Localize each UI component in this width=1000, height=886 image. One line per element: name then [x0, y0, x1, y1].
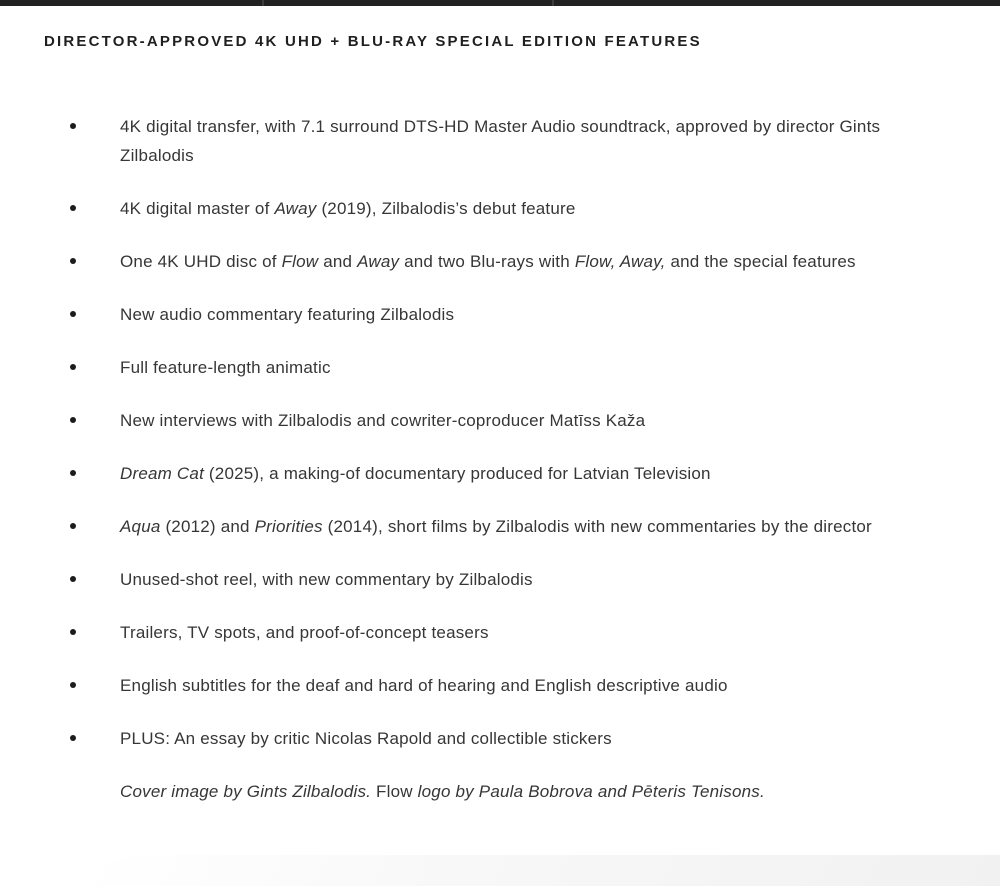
italic-text-run: Flow	[281, 252, 319, 271]
text-run: PLUS: An essay by critic Nicolas Rapold and collectible stickers	[120, 729, 612, 748]
italic-text-run: Aqua	[120, 517, 161, 536]
text-run: New interviews with Zilbalodis and cowriter-coproducer Matīss Kaža	[120, 411, 646, 430]
bullet-dot	[70, 258, 76, 264]
section-heading: DIRECTOR-APPROVED 4K UHD + BLU-RAY SPECIAL EDITION FEATURES	[44, 33, 702, 50]
feature-item	[44, 459, 889, 488]
text-run: Full feature-length animatic	[120, 358, 331, 377]
bullet-dot	[70, 523, 76, 529]
bullet-dot	[70, 576, 76, 582]
bullet-dot	[70, 470, 76, 476]
feature-item	[44, 618, 889, 647]
italic-text-run: Flow, Away,	[574, 252, 666, 271]
text-run: 4K digital transfer, with 7.1 surround DTS-HD Master Audio soundtrack, approved by director Gints Zilbalodis	[120, 117, 881, 165]
text-run: Flow	[371, 782, 418, 801]
bullet-dot	[70, 417, 76, 423]
bullet-dot	[70, 364, 76, 370]
italic-text-run: Priorities	[254, 517, 323, 536]
text-run: and the special features	[665, 252, 856, 271]
feature-item	[44, 194, 889, 223]
feature-item	[44, 512, 889, 541]
text-run: New audio commentary featuring Zilbalodis	[120, 305, 455, 324]
feature-item	[44, 247, 889, 276]
bullet-dot	[70, 629, 76, 635]
text-run: (2012) and	[160, 517, 255, 536]
text-run: (2019), Zilbalodis’s debut feature	[316, 199, 576, 218]
bullet-dot	[70, 682, 76, 688]
text-run: and two Blu-rays with	[399, 252, 575, 271]
special-features-section	[0, 6, 1000, 886]
bullet-dot	[70, 205, 76, 211]
features-list	[44, 112, 889, 753]
bullet-dot	[70, 123, 76, 129]
text-run: (2014), short films by Zilbalodis with new commentaries by the director	[322, 517, 872, 536]
text-run: One 4K UHD disc of	[120, 252, 282, 271]
text-run: English subtitles for the deaf and hard of hearing and English descriptive audio	[120, 676, 728, 695]
credit-line	[44, 777, 889, 806]
bullet-dot	[70, 735, 76, 741]
text-run: Unused-shot reel, with new commentary by Zilbalodis	[120, 570, 533, 589]
italic-text-run: Away	[357, 252, 400, 271]
feature-item	[44, 724, 889, 753]
feature-item	[44, 406, 889, 435]
text-run: Trailers, TV spots, and proof-of-concept teasers	[120, 623, 489, 642]
bullet-dot	[70, 311, 76, 317]
text-run: and	[318, 252, 358, 271]
feature-item	[44, 300, 889, 329]
feature-item	[44, 112, 889, 170]
feature-item	[44, 565, 889, 594]
feature-item	[44, 353, 889, 382]
italic-text-run: logo by Paula Bobrova and Pēteris Tenisons.	[417, 782, 765, 801]
feature-item	[44, 671, 889, 700]
italic-text-run: Away	[274, 199, 317, 218]
text-run: (2025), a making-of documentary produced for Latvian Television	[204, 464, 711, 483]
italic-text-run: Cover image by Gints Zilbalodis.	[120, 782, 372, 801]
text-run: 4K digital master of	[120, 199, 275, 218]
italic-text-run: Dream Cat	[120, 464, 204, 483]
next-section-edge	[92, 855, 1000, 886]
